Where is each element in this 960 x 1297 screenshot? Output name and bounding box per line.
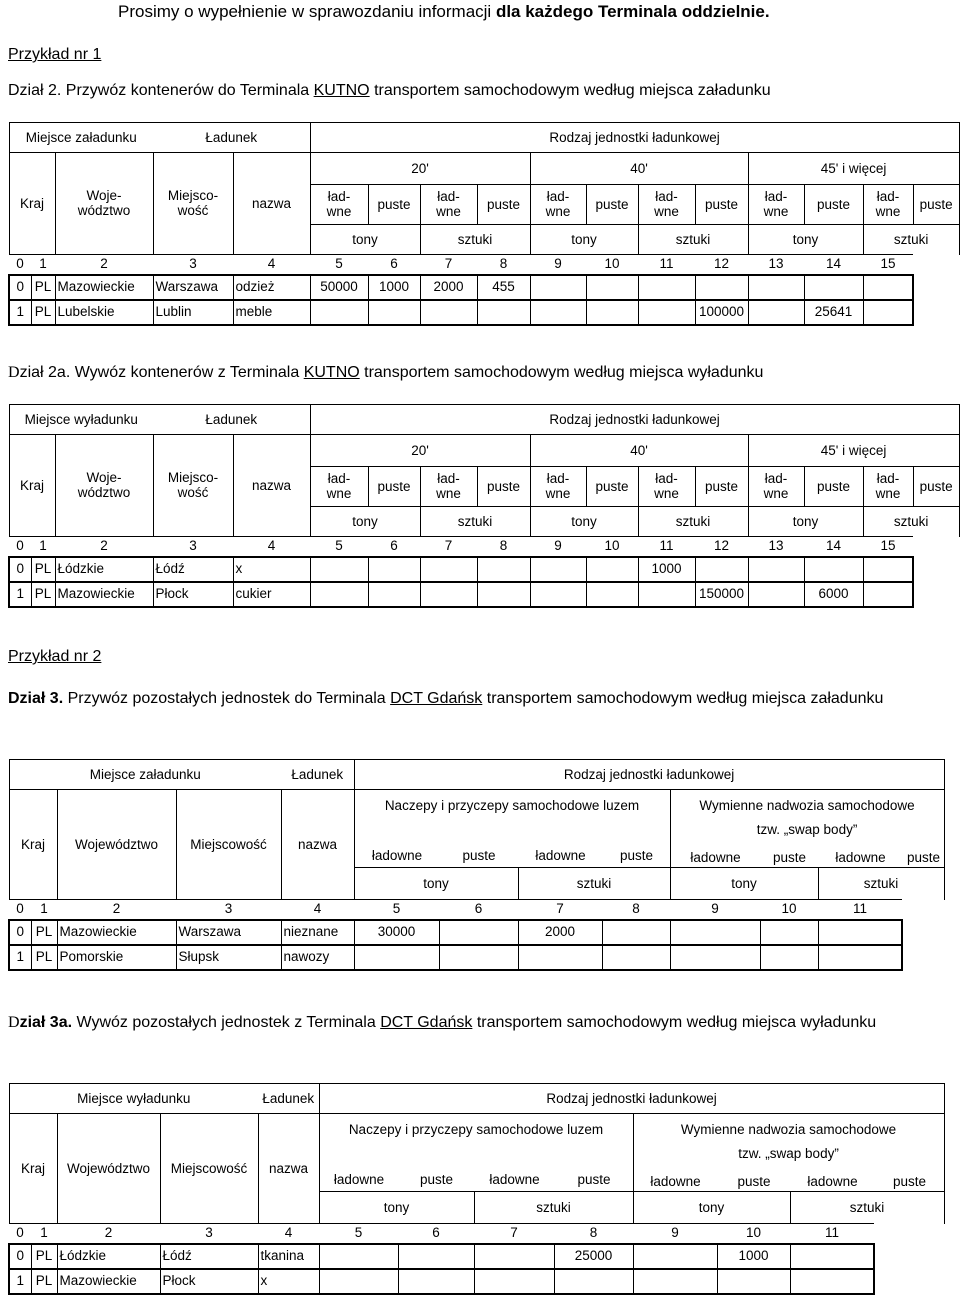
- column-numbers-row: [9, 255, 959, 275]
- table-cell: [439, 920, 518, 945]
- col-wojewodztwo: Woje- wództwo: [55, 153, 153, 255]
- table-cell: Lubelskie: [55, 300, 153, 325]
- group-trailers: Naczepy i przyczepy samochodowe luzem: [319, 1114, 633, 1146]
- table-cell: [586, 275, 638, 300]
- section-3a-heading: Dział 3a. Wywóz pozostałych jednostek z Terminala DCT Gdańsk transportem samochodowym według miejsca wyładunku: [8, 1014, 877, 1031]
- unit-label: sztuki: [474, 1192, 633, 1224]
- puste-cell: puste: [913, 185, 959, 225]
- size-20: 20': [310, 435, 530, 467]
- table-cell: [863, 582, 913, 607]
- unit-label: tony: [748, 225, 863, 255]
- table-cell: 1000: [368, 275, 420, 300]
- table-cell: 25000: [554, 1244, 633, 1269]
- swap-body-cell: [633, 1146, 944, 1192]
- swap-body-label: tzw. „swap body”: [738, 1145, 839, 1161]
- table-cell: [748, 300, 804, 325]
- table-cell: Łódź: [160, 1244, 258, 1269]
- table-cell: PL: [31, 275, 55, 300]
- column-number: 1: [31, 537, 55, 557]
- table-cell: [310, 582, 368, 607]
- column-number: 6: [368, 537, 420, 557]
- size-40: 40': [530, 153, 748, 185]
- column-number: 15: [863, 255, 913, 275]
- table-cell: [638, 582, 695, 607]
- column-number: 5: [310, 537, 368, 557]
- table-cell: 0: [9, 1244, 31, 1269]
- table-cell: [319, 1244, 398, 1269]
- table-cell: 1000: [717, 1244, 790, 1269]
- column-number: 3: [160, 1224, 258, 1244]
- table-row: [9, 945, 944, 970]
- table-row: [9, 920, 944, 945]
- ladowne-cell: ładowne: [535, 848, 586, 864]
- col-kraj: Kraj: [9, 153, 55, 255]
- column-number: 4: [281, 900, 354, 920]
- column-number: 0: [9, 900, 31, 920]
- col-nazwa: nazwa: [258, 1114, 319, 1224]
- table-cell: PL: [31, 1269, 57, 1294]
- example-2-label: Przykład nr 2: [8, 648, 102, 665]
- table-cell: [790, 1269, 874, 1294]
- table-cell: odzież: [233, 275, 310, 300]
- unit-label: sztuki: [863, 225, 959, 255]
- lad-cell: ład- wne: [310, 185, 368, 225]
- table-cell: [602, 945, 670, 970]
- table-cell: [804, 557, 863, 582]
- column-number: 2: [55, 537, 153, 557]
- puste-cell: puste: [477, 185, 530, 225]
- table-cell: [748, 582, 804, 607]
- table-cell: PL: [31, 557, 55, 582]
- header-unit-type: Rodzaj jednostki ładunkowej: [310, 405, 959, 435]
- table-cell: [477, 557, 530, 582]
- table-cell: [518, 945, 602, 970]
- header-cargo: Ładunek: [153, 123, 310, 153]
- table-cell: [818, 920, 902, 945]
- ladowne-cell: ładowne: [690, 849, 741, 865]
- ladowne-cell: ładowne: [371, 848, 423, 864]
- section-3-heading: Dział 3. Przywóz pozostałych jednostek do Terminala DCT Gdańsk transportem samochodowym według miejsca załadunku: [8, 690, 884, 707]
- table-cell: [398, 1244, 474, 1269]
- table-cell: 6000: [804, 582, 863, 607]
- unit-label: tony: [530, 507, 638, 537]
- table-cell: 1: [9, 945, 31, 970]
- group-swap-body: Wymienne nadwozia samochodowe: [670, 790, 944, 822]
- unit-label: sztuki: [420, 225, 530, 255]
- table-cell: x: [233, 557, 310, 582]
- col-miejscowosc: Miejsco- wość: [153, 435, 233, 537]
- table-cell: [818, 945, 902, 970]
- table-cell: 0: [9, 275, 31, 300]
- example-1-label: Przykład nr 1: [8, 46, 102, 63]
- column-number: 5: [310, 255, 368, 275]
- table-cell: 0: [9, 557, 31, 582]
- table-section-2: [8, 122, 960, 326]
- puste-cell: puste: [772, 849, 807, 865]
- column-number: 7: [420, 255, 477, 275]
- column-number: 5: [319, 1224, 398, 1244]
- table-cell: [863, 300, 913, 325]
- unit-label: sztuki: [518, 868, 670, 900]
- table-cell: [477, 582, 530, 607]
- table-cell: PL: [31, 920, 57, 945]
- table-cell: [310, 300, 368, 325]
- column-number: 7: [474, 1224, 554, 1244]
- col-kraj: Kraj: [9, 435, 55, 537]
- column-number: 11: [818, 900, 902, 920]
- ladowne-cell: ładowne: [489, 1172, 540, 1188]
- column-number: 12: [695, 255, 748, 275]
- table-row: [9, 300, 959, 325]
- lad-cell: ład- wne: [530, 467, 586, 507]
- column-number: 11: [638, 537, 695, 557]
- unit-label: sztuki: [790, 1192, 944, 1224]
- table-cell: [695, 557, 748, 582]
- column-numbers-row: [9, 1224, 944, 1244]
- lad-cell: ład- wne: [638, 185, 695, 225]
- lad-cell: ład- wne: [420, 467, 477, 507]
- table-cell: Mazowieckie: [55, 275, 153, 300]
- table-cell: [760, 945, 818, 970]
- swap-body-cell: [670, 822, 944, 868]
- column-number: 8: [477, 255, 530, 275]
- table-cell: [354, 945, 439, 970]
- table-cell: [670, 920, 760, 945]
- column-number: 9: [670, 900, 760, 920]
- table-cell: [790, 1244, 874, 1269]
- size-20: 20': [310, 153, 530, 185]
- col-nazwa: nazwa: [233, 435, 310, 537]
- puste-cell: puste: [368, 185, 420, 225]
- col-wojewodztwo: Woje- wództwo: [55, 435, 153, 537]
- col-wojewodztwo: Województwo: [57, 1114, 160, 1224]
- table-cell: [748, 557, 804, 582]
- unit-label: sztuki: [420, 507, 530, 537]
- table-cell: PL: [31, 945, 57, 970]
- column-number: 1: [31, 900, 57, 920]
- column-number: 11: [638, 255, 695, 275]
- column-number: 9: [530, 537, 586, 557]
- table-row: [9, 275, 959, 300]
- column-number: 10: [717, 1224, 790, 1244]
- unit-label: tony: [633, 1192, 790, 1224]
- unit-label: tony: [310, 507, 420, 537]
- table-cell: Pomorskie: [57, 945, 176, 970]
- column-number: 8: [477, 537, 530, 557]
- column-number: 10: [586, 537, 638, 557]
- intro-note: Prosimy o wypełnienie w sprawozdaniu informacji dla każdego Terminala oddzielnie.: [118, 2, 770, 21]
- ladowne-cell: ładowne: [333, 1172, 385, 1188]
- lad-cell: ład- wne: [748, 185, 804, 225]
- unit-label: sztuki: [863, 507, 959, 537]
- table-section-3a: [8, 1083, 945, 1295]
- group-swap-body: Wymienne nadwozia samochodowe: [633, 1114, 944, 1146]
- column-numbers-row: [9, 537, 959, 557]
- table-cell: [368, 582, 420, 607]
- puste-cell: puste: [368, 467, 420, 507]
- puste-cell: puste: [477, 467, 530, 507]
- puste-cell: puste: [619, 848, 654, 864]
- col-kraj: Kraj: [9, 790, 57, 900]
- lad-puste-row: [354, 822, 670, 868]
- table-cell: Słupsk: [176, 945, 281, 970]
- table-cell: [368, 557, 420, 582]
- puste-cell: puste: [586, 467, 638, 507]
- header-cargo: Ładunek: [281, 760, 354, 790]
- col-miejscowosc: Miejscowość: [160, 1114, 258, 1224]
- col-kraj: Kraj: [9, 1114, 57, 1224]
- lad-puste-row: [319, 1146, 633, 1192]
- table-cell: [319, 1269, 398, 1294]
- table-cell: Warszawa: [176, 920, 281, 945]
- column-number: 5: [354, 900, 439, 920]
- table-cell: Łódzkie: [57, 1244, 160, 1269]
- table-cell: x: [258, 1269, 319, 1294]
- table-cell: PL: [31, 300, 55, 325]
- table-cell: nawozy: [281, 945, 354, 970]
- table-cell: PL: [31, 582, 55, 607]
- puste-cell: puste: [586, 185, 638, 225]
- column-number: 7: [518, 900, 602, 920]
- table-row: [9, 1269, 944, 1294]
- col-miejscowosc: Miejsco- wość: [153, 153, 233, 255]
- puste-cell: puste: [906, 849, 941, 865]
- column-number: 3: [153, 537, 233, 557]
- table-cell: [420, 557, 477, 582]
- table-cell: [670, 945, 760, 970]
- column-number: 10: [760, 900, 818, 920]
- column-number: 7: [420, 537, 477, 557]
- table-cell: meble: [233, 300, 310, 325]
- table-cell: cukier: [233, 582, 310, 607]
- column-number: 3: [176, 900, 281, 920]
- column-number: 9: [530, 255, 586, 275]
- header-cargo: Ładunek: [153, 405, 310, 435]
- lad-cell: ład- wne: [863, 467, 913, 507]
- table-cell: 1: [9, 582, 31, 607]
- table-cell: [863, 557, 913, 582]
- table-cell: [695, 275, 748, 300]
- table-section-2a: [8, 404, 960, 608]
- table-cell: [717, 1269, 790, 1294]
- table-cell: nieznane: [281, 920, 354, 945]
- table-cell: tkanina: [258, 1244, 319, 1269]
- unit-label: sztuki: [638, 507, 748, 537]
- table-cell: 150000: [695, 582, 748, 607]
- unit-label: tony: [310, 225, 420, 255]
- table-cell: 1: [9, 1269, 31, 1294]
- table-cell: Mazowieckie: [57, 920, 176, 945]
- table-cell: 25641: [804, 300, 863, 325]
- column-number: 12: [695, 537, 748, 557]
- table-cell: [439, 945, 518, 970]
- puste-cell: puste: [892, 1173, 927, 1189]
- table-row: [9, 582, 959, 607]
- column-number: 6: [368, 255, 420, 275]
- table-cell: [530, 582, 586, 607]
- table-cell: [638, 275, 695, 300]
- lad-cell: ład- wne: [530, 185, 586, 225]
- column-number: 0: [9, 537, 31, 557]
- table-cell: [398, 1269, 474, 1294]
- column-number: 8: [554, 1224, 633, 1244]
- table-cell: 50000: [310, 275, 368, 300]
- table-cell: [748, 275, 804, 300]
- table-cell: [586, 557, 638, 582]
- column-number: 4: [233, 537, 310, 557]
- puste-cell: puste: [695, 467, 748, 507]
- table-cell: Mazowieckie: [55, 582, 153, 607]
- puste-cell: puste: [737, 1173, 771, 1189]
- size-45: 45' i więcej: [748, 435, 959, 467]
- header-place: Miejsce załadunku: [9, 760, 281, 790]
- table-row: [9, 557, 959, 582]
- unit-label: tony: [670, 868, 818, 900]
- header-place: Miejsce wyładunku: [9, 1084, 258, 1114]
- header-place: Miejsce załadunku: [9, 123, 153, 153]
- table-cell: [530, 275, 586, 300]
- column-number: 15: [863, 537, 913, 557]
- puste-cell: puste: [577, 1172, 611, 1188]
- table-cell: [310, 557, 368, 582]
- lad-cell: ład- wne: [748, 467, 804, 507]
- table-cell: Płock: [160, 1269, 258, 1294]
- table-cell: Płock: [153, 582, 233, 607]
- column-number: 14: [804, 537, 863, 557]
- column-number: 2: [57, 900, 176, 920]
- column-number: 4: [233, 255, 310, 275]
- unit-label: sztuki: [638, 225, 748, 255]
- table-cell: [804, 275, 863, 300]
- section-2a-heading: Dział 2a. Wywóz kontenerów z Terminala KUTNO transportem samochodowym według miejsca wyładunku: [8, 364, 764, 381]
- table-cell: 2000: [420, 275, 477, 300]
- unit-label: sztuki: [818, 868, 944, 900]
- puste-cell: puste: [804, 185, 863, 225]
- column-number: 0: [9, 255, 31, 275]
- unit-label: tony: [748, 507, 863, 537]
- lad-cell: ład- wne: [863, 185, 913, 225]
- lad-cell: ład- wne: [420, 185, 477, 225]
- puste-cell: puste: [462, 848, 496, 864]
- table-cell: Mazowieckie: [57, 1269, 160, 1294]
- table-cell: PL: [31, 1244, 57, 1269]
- table-cell: [474, 1244, 554, 1269]
- col-wojewodztwo: Województwo: [57, 790, 176, 900]
- unit-label: tony: [530, 225, 638, 255]
- column-number: 11: [790, 1224, 874, 1244]
- table-cell: Warszawa: [153, 275, 233, 300]
- table-cell: [530, 557, 586, 582]
- unit-label: tony: [319, 1192, 474, 1224]
- table-cell: [420, 300, 477, 325]
- group-trailers: Naczepy i przyczepy samochodowe luzem: [354, 790, 670, 822]
- table-cell: [633, 1269, 717, 1294]
- table-cell: [633, 1244, 717, 1269]
- col-nazwa: nazwa: [233, 153, 310, 255]
- swap-body-label: tzw. „swap body”: [756, 821, 858, 837]
- column-number: 2: [57, 1224, 160, 1244]
- table-cell: 1000: [638, 557, 695, 582]
- column-number: 4: [258, 1224, 319, 1244]
- table-section-3: [8, 759, 945, 971]
- puste-cell: puste: [695, 185, 748, 225]
- ladowne-cell: ładowne: [650, 1173, 701, 1189]
- table-cell: 0: [9, 920, 31, 945]
- column-number: 10: [586, 255, 638, 275]
- puste-cell: puste: [804, 467, 863, 507]
- header-unit-type: Rodzaj jednostki ładunkowej: [354, 760, 944, 790]
- table-cell: [554, 1269, 633, 1294]
- column-number: 9: [633, 1224, 717, 1244]
- unit-label: tony: [354, 868, 518, 900]
- column-number: 13: [748, 255, 804, 275]
- table-cell: [474, 1269, 554, 1294]
- column-number: 6: [398, 1224, 474, 1244]
- header-unit-type: Rodzaj jednostki ładunkowej: [310, 123, 959, 153]
- ladowne-cell: ładowne: [807, 1173, 858, 1189]
- table-cell: Łódzkie: [55, 557, 153, 582]
- table-cell: Lublin: [153, 300, 233, 325]
- table-cell: [760, 920, 818, 945]
- table-cell: [863, 275, 913, 300]
- table-cell: 1: [9, 300, 31, 325]
- table-cell: 30000: [354, 920, 439, 945]
- column-number: 8: [602, 900, 670, 920]
- header-unit-type: Rodzaj jednostki ładunkowej: [319, 1084, 944, 1114]
- table-cell: [530, 300, 586, 325]
- table-cell: [586, 300, 638, 325]
- table-cell: [586, 582, 638, 607]
- table-cell: 455: [477, 275, 530, 300]
- column-number: 14: [804, 255, 863, 275]
- column-number: 1: [31, 255, 55, 275]
- lad-cell: ład- wne: [310, 467, 368, 507]
- header-cargo: Ładunek: [258, 1084, 319, 1114]
- table-cell: [420, 582, 477, 607]
- col-nazwa: nazwa: [281, 790, 354, 900]
- table-cell: [477, 300, 530, 325]
- size-40: 40': [530, 435, 748, 467]
- column-number: 6: [439, 900, 518, 920]
- table-cell: Łódź: [153, 557, 233, 582]
- column-numbers-row: [9, 900, 944, 920]
- column-number: 3: [153, 255, 233, 275]
- column-number: 13: [748, 537, 804, 557]
- ladowne-cell: ładowne: [835, 849, 886, 865]
- table-cell: [638, 300, 695, 325]
- table-cell: [368, 300, 420, 325]
- column-number: 0: [9, 1224, 31, 1244]
- table-row: [9, 1244, 944, 1269]
- table-cell: 100000: [695, 300, 748, 325]
- table-cell: 2000: [518, 920, 602, 945]
- lad-cell: ład- wne: [638, 467, 695, 507]
- size-45: 45' i więcej: [748, 153, 959, 185]
- header-place: Miejsce wyładunku: [9, 405, 153, 435]
- col-miejscowosc: Miejscowość: [176, 790, 281, 900]
- section-2-heading: Dział 2. Przywóz kontenerów do Terminala KUTNO transportem samochodowym według miejsca załadunku: [8, 82, 771, 99]
- column-number: 1: [31, 1224, 57, 1244]
- puste-cell: puste: [419, 1172, 454, 1188]
- puste-cell: puste: [913, 467, 959, 507]
- table-cell: [602, 920, 670, 945]
- column-number: 2: [55, 255, 153, 275]
